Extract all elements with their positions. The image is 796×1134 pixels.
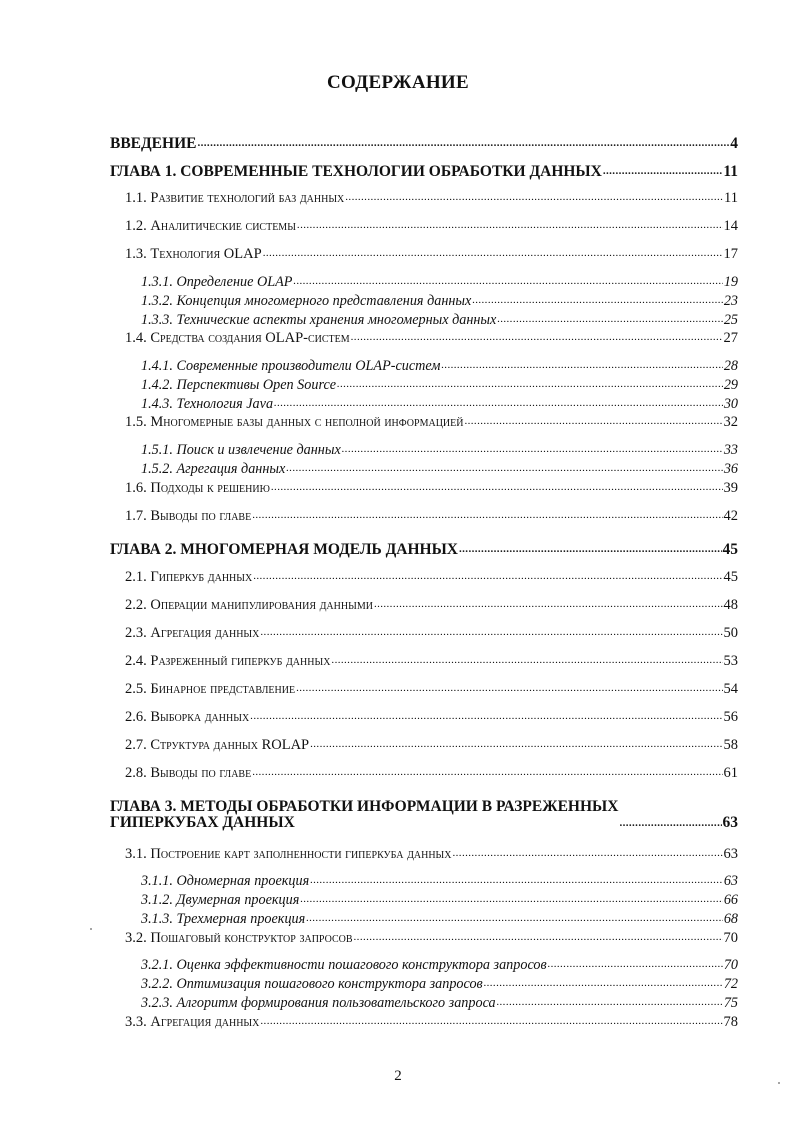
toc-leader-dots xyxy=(472,295,722,306)
toc-entry-number: 3.2. xyxy=(125,930,147,946)
toc-leader-dots xyxy=(286,463,723,474)
toc-entry-text: ГЛАВА 1. СОВРЕМЕННЫЕ ТЕХНОЛОГИИ ОБРАБОТКИ ДАННЫХ xyxy=(110,163,602,180)
toc-entry-number: 1.7. xyxy=(125,508,147,524)
toc-entry-text: 1.3.3. Технические аспекты хранения многомерных данных xyxy=(141,312,497,328)
toc-leader-dots xyxy=(263,248,723,259)
toc-entry-2-3[interactable] xyxy=(125,626,738,641)
toc-entry-3-1[interactable] xyxy=(125,847,738,862)
toc-leader-dots xyxy=(253,571,722,582)
toc-entry-text: 1.3.2. Концепция многомерного представления данных xyxy=(141,293,472,309)
page-number: 2 xyxy=(394,1068,402,1084)
toc-leader-dots xyxy=(441,360,722,371)
toc-entry-text: Бинарное представление xyxy=(150,681,296,697)
toc-entry-text: ГЛАВА 3. МЕТОДЫ ОБРАБОТКИ ИНФОРМАЦИИ В РАЗРЕЖЕННЫХ xyxy=(110,798,619,815)
toc-page-number: 11 xyxy=(724,190,738,206)
toc-entry-text: Агрегация данных xyxy=(150,625,260,641)
toc-entry-number: 2.4. xyxy=(125,653,147,669)
toc-leader-dots xyxy=(331,655,722,666)
toc-page-number: 29 xyxy=(723,377,738,393)
toc-entry-1-4-3[interactable] xyxy=(141,397,738,412)
toc-leader-dots xyxy=(484,978,723,989)
toc-entry-2-7[interactable] xyxy=(125,738,738,753)
toc-entry-text: Выводы по главе xyxy=(150,508,252,524)
toc-leader-dots xyxy=(354,932,723,943)
toc-title: СОДЕРЖАНИЕ xyxy=(327,72,469,93)
toc-entry-3-2[interactable] xyxy=(125,931,738,946)
toc-page-number: 54 xyxy=(723,681,738,697)
toc-entry-number: 1.6. xyxy=(125,480,147,496)
toc-entry-text: Выводы по главе xyxy=(150,765,252,781)
toc-entry-1-3[interactable] xyxy=(125,247,738,262)
toc-entry-1-5-2[interactable] xyxy=(141,462,738,477)
toc-entry-1-2[interactable] xyxy=(125,219,738,234)
toc-leader-dots xyxy=(459,544,722,555)
toc-entry-text: 3.1.1. Одномерная проекция xyxy=(141,873,310,889)
toc-entry-number: 3.1. xyxy=(125,846,147,862)
toc-leader-dots xyxy=(260,627,722,638)
toc-entry-text: Построение карт заполненности гиперкуба данных xyxy=(150,846,452,862)
toc-leader-dots xyxy=(296,683,722,694)
toc-entry-1-3-1[interactable] xyxy=(141,275,738,290)
toc-leader-dots xyxy=(260,1016,722,1027)
toc-entry-3-1-2[interactable] xyxy=(141,893,738,908)
toc-page-number: 32 xyxy=(723,414,738,430)
toc-entry-number: 2.1. xyxy=(125,569,147,585)
toc-entry-text: 1.4.2. Перспективы Open Source xyxy=(141,377,337,393)
toc-page-number: 66 xyxy=(723,892,738,908)
toc-entry-text: Операции манипулирования данными xyxy=(150,597,373,613)
toc-leader-dots xyxy=(197,138,729,149)
toc-entry-1-3-3[interactable] xyxy=(141,313,738,328)
toc-leader-dots xyxy=(337,379,723,390)
toc-leader-dots xyxy=(464,416,722,427)
toc-page-number: 58 xyxy=(723,737,738,753)
toc-entry-text: Подходы к решению xyxy=(150,480,270,496)
toc-entry-introduction[interactable] xyxy=(110,136,738,152)
toc-leader-dots xyxy=(274,398,723,409)
toc-entry-text: Выборка данных xyxy=(150,709,250,725)
scan-speck xyxy=(778,1082,780,1084)
toc-entry-text: 3.1.2. Двумерная проекция xyxy=(141,892,300,908)
toc-leader-dots xyxy=(619,818,721,829)
toc-page-number: 70 xyxy=(723,930,738,946)
toc-entry-text: Многомерные базы данных с неполной информацией xyxy=(150,414,464,430)
toc-page-number: 48 xyxy=(723,597,738,613)
toc-entry-number: 2.7. xyxy=(125,737,147,753)
toc-page-number: 63 xyxy=(723,873,738,889)
toc-page-number: 27 xyxy=(723,330,738,346)
toc-entry-2-1[interactable] xyxy=(125,570,738,585)
toc-entry-1-5[interactable] xyxy=(125,415,738,430)
toc-entry-number: 2.6. xyxy=(125,709,147,725)
toc-entry-number: 2.3. xyxy=(125,625,147,641)
toc-leader-dots xyxy=(293,276,722,287)
toc-entry-text: Разреженный гиперкуб данных xyxy=(150,653,331,669)
toc-entry-text: 1.5.1. Поиск и извлечение данных xyxy=(141,442,341,458)
toc-entry-2-8[interactable] xyxy=(125,766,738,781)
toc-entry-number: 1.4. xyxy=(125,330,147,346)
toc-leader-dots xyxy=(548,959,723,970)
toc-entry-number: 2.2. xyxy=(125,597,147,613)
toc-leader-dots xyxy=(497,314,722,325)
toc-entry-1-4[interactable] xyxy=(125,331,738,346)
toc-page-number: 42 xyxy=(723,508,738,524)
scan-speck xyxy=(90,928,92,930)
toc-entry-text: Аналитические системы xyxy=(150,218,296,234)
toc-entry-3-2-2[interactable] xyxy=(141,977,738,992)
toc-entry-text: 1.5.2. Агрегация данных xyxy=(141,461,286,477)
toc-page-number: 61 xyxy=(723,765,738,781)
toc-entry-text: ВВЕДЕНИЕ xyxy=(110,135,197,152)
toc-leader-dots xyxy=(342,444,723,455)
toc-leader-dots xyxy=(310,739,722,750)
toc-entry-text: ГЛАВА 2. МНОГОМЕРНАЯ МОДЕЛЬ ДАННЫХ xyxy=(110,541,458,558)
toc-entry-text: 3.2.3. Алгоритм формирования пользовательского запроса xyxy=(141,995,496,1011)
toc-page-number: 14 xyxy=(723,218,738,234)
toc-leader-dots xyxy=(300,894,722,905)
toc-entry-text: 3.2.1. Оценка эффективности пошагового конструктора запросов xyxy=(141,957,547,973)
toc-entry-text: Пошаговый конструктор запросов xyxy=(150,930,353,946)
toc-entry-3-2-1[interactable] xyxy=(141,958,738,973)
toc-entry-number: 2.8. xyxy=(125,765,147,781)
toc-page-number: 4 xyxy=(730,135,738,152)
toc-entry-2-6[interactable] xyxy=(125,710,738,725)
toc-entry-text: 1.3.1. Определение OLAP xyxy=(141,274,293,290)
toc-page-number: 30 xyxy=(723,396,738,412)
toc-page-number: 63 xyxy=(723,846,738,862)
toc-leader-dots xyxy=(252,510,722,521)
toc-entry-text: Структура данных ROLAP xyxy=(150,737,310,753)
toc-leader-dots xyxy=(271,482,723,493)
toc-entry-text: 3.1.3. Трехмерная проекция xyxy=(141,911,306,927)
toc-entry-chapter-2[interactable] xyxy=(110,542,738,558)
toc-entry-text: Агрегация данных xyxy=(150,1014,260,1030)
toc-entry-2-4[interactable] xyxy=(125,654,738,669)
toc-entry-number: 2.5. xyxy=(125,681,147,697)
toc-page-number: 36 xyxy=(723,461,738,477)
toc-entry-1-3-2[interactable] xyxy=(141,294,738,309)
toc-page-number: 50 xyxy=(723,625,738,641)
toc-leader-dots xyxy=(497,997,723,1008)
toc-entry-1-4-1[interactable] xyxy=(141,359,738,374)
toc-page-number: 78 xyxy=(723,1014,738,1030)
toc-leader-dots xyxy=(310,875,723,886)
toc-page-number: 17 xyxy=(723,246,738,262)
toc-page-number: 25 xyxy=(723,312,738,328)
toc-page-number: 63 xyxy=(722,814,738,832)
toc-entry-1-1[interactable] xyxy=(125,191,738,206)
toc-entry-text: Гиперкуб данных xyxy=(150,569,253,585)
toc-entry-text: Средства создания OLAP-систем xyxy=(150,330,350,346)
toc-page-number: 45 xyxy=(722,541,738,558)
toc-entry-text: 1.4.3. Технология Java xyxy=(141,396,274,412)
toc-leader-dots xyxy=(306,913,723,924)
toc-entry-1-5-1[interactable] xyxy=(141,443,738,458)
toc-page-number: 68 xyxy=(723,911,738,927)
toc-leader-dots xyxy=(453,848,723,859)
toc-entry-2-2[interactable] xyxy=(125,598,738,613)
toc-entry-number: 3.3. xyxy=(125,1014,147,1030)
toc-page-number: 72 xyxy=(723,976,738,992)
toc-leader-dots xyxy=(603,166,722,177)
toc-leader-dots xyxy=(250,711,722,722)
toc-page-number: 53 xyxy=(723,653,738,669)
toc-entry-text-continued: ГИПЕРКУБАХ ДАННЫХ xyxy=(110,814,295,832)
toc-page-number: 19 xyxy=(723,274,738,290)
toc-entry-3-2-3[interactable] xyxy=(141,996,738,1011)
toc-entry-1-6[interactable] xyxy=(125,481,738,496)
toc-page-number: 33 xyxy=(723,442,738,458)
toc-entry-chapter-3[interactable] xyxy=(110,799,738,832)
toc-entry-number: 1.2. xyxy=(125,218,147,234)
toc-leader-dots xyxy=(351,332,723,343)
toc-entry-3-1-1[interactable] xyxy=(141,874,738,889)
toc-leader-dots xyxy=(345,192,723,203)
toc-entry-3-3[interactable] xyxy=(125,1015,738,1030)
toc-leader-dots xyxy=(297,220,723,231)
toc-leader-dots xyxy=(252,767,722,778)
toc-page-number: 75 xyxy=(723,995,738,1011)
toc-entry-chapter-1[interactable] xyxy=(110,164,738,180)
toc-entry-3-1-3[interactable] xyxy=(141,912,738,927)
toc-entry-1-7[interactable] xyxy=(125,509,738,524)
toc-entry-number: 1.1. xyxy=(125,190,147,206)
toc-page-number: 11 xyxy=(723,163,738,180)
toc-entry-text: Развитие технологий баз данных xyxy=(150,190,345,206)
toc-entry-1-4-2[interactable] xyxy=(141,378,738,393)
toc-entry-2-5[interactable] xyxy=(125,682,738,697)
toc-page-number: 56 xyxy=(723,709,738,725)
toc-page-number: 70 xyxy=(723,957,738,973)
toc-entry-number: 1.5. xyxy=(125,414,147,430)
toc-entry-text: Технология OLAP xyxy=(150,246,262,262)
toc-entry-text: 1.4.1. Современные производители OLAP-систем xyxy=(141,358,441,374)
toc-page-number: 39 xyxy=(723,480,738,496)
toc-entry-text: 3.2.2. Оптимизация пошагового конструктора запросов xyxy=(141,976,483,992)
toc-leader-dots xyxy=(374,599,723,610)
toc-page-number: 45 xyxy=(723,569,738,585)
toc-page-number: 28 xyxy=(723,358,738,374)
toc-entry-number: 1.3. xyxy=(125,246,147,262)
toc-page-number: 23 xyxy=(723,293,738,309)
